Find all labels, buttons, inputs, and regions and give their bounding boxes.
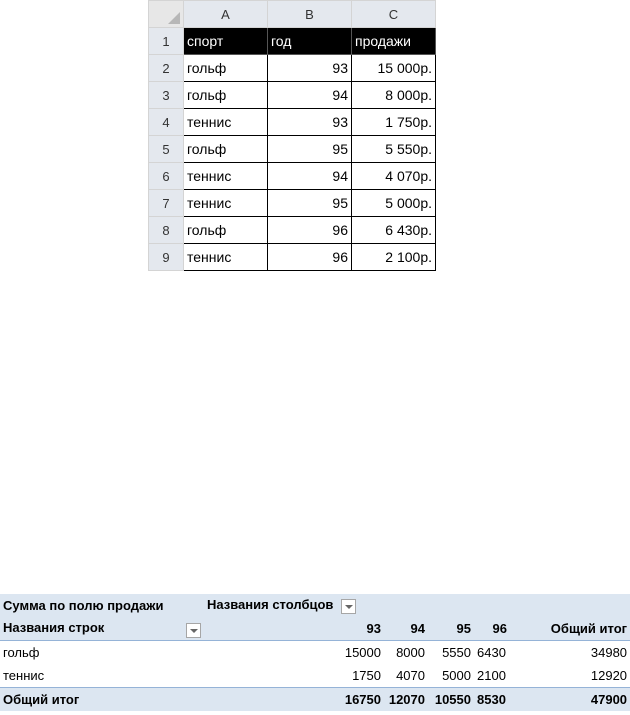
row-header[interactable]: 2 — [149, 55, 184, 82]
pivot-row-label[interactable]: гольф — [3, 645, 40, 660]
pivot-total-cell[interactable]: 10550 — [428, 688, 474, 712]
cell-year[interactable]: 94 — [268, 82, 352, 109]
pivot-row-label[interactable]: теннис — [3, 668, 45, 683]
pivot-grand-total-value[interactable]: 47900 — [510, 688, 630, 712]
pivot-total-cell[interactable]: 12070 — [384, 688, 428, 712]
column-labels-text: Названия столбцов — [207, 597, 334, 613]
pivot-year-header[interactable]: 96 — [474, 617, 510, 641]
pivot-year-header[interactable]: 93 — [204, 617, 384, 641]
cell-year[interactable]: 95 — [268, 190, 352, 217]
cell-sport[interactable]: теннис — [184, 190, 268, 217]
cell-sales[interactable]: 15 000р. — [352, 55, 436, 82]
pivot-value-cell[interactable]: 5000 — [442, 668, 471, 683]
pivot-value-cell[interactable]: 2100 — [477, 668, 506, 683]
pivot-table — [0, 594, 630, 711]
cell-year[interactable]: 95 — [268, 136, 352, 163]
pivot-total-label[interactable]: Общий итог — [0, 688, 204, 712]
cell-sport[interactable]: гольф — [184, 217, 268, 244]
cell-sport[interactable]: теннис — [184, 109, 268, 136]
row-header[interactable]: 4 — [149, 109, 184, 136]
spreadsheet-grid — [148, 0, 436, 271]
cell-sales[interactable]: 8 000р. — [352, 82, 436, 109]
pivot-row-total[interactable]: 34980 — [590, 645, 628, 660]
pivot-value-cell[interactable]: 8000 — [396, 645, 425, 660]
pivot-grand-total-row — [0, 688, 630, 712]
column-header-c[interactable]: C — [352, 1, 436, 28]
pivot-value-cell[interactable]: 4070 — [396, 668, 425, 683]
row-header[interactable]: 6 — [149, 163, 184, 190]
header-cell-sales[interactable]: продажи — [352, 28, 436, 55]
select-all-corner[interactable] — [149, 1, 184, 28]
row-header[interactable]: 8 — [149, 217, 184, 244]
pivot-year-header[interactable]: 94 — [384, 617, 428, 641]
pivot-row-golf — [0, 641, 630, 665]
header-cell-year[interactable]: год — [268, 28, 352, 55]
row-labels-text: Названия строк — [3, 619, 105, 635]
pivot-value-field-label[interactable]: Сумма по полю продажи — [3, 598, 164, 613]
pivot-row-labels[interactable] — [0, 617, 204, 641]
pivot-row-total[interactable]: 12920 — [590, 668, 628, 683]
row-header[interactable]: 9 — [149, 244, 184, 271]
cell-year[interactable]: 96 — [268, 217, 352, 244]
cell-sport[interactable]: гольф — [184, 55, 268, 82]
pivot-total-cell[interactable]: 16750 — [204, 688, 384, 712]
cell-sport[interactable]: гольф — [184, 82, 268, 109]
cell-sport[interactable]: теннис — [184, 163, 268, 190]
row-filter-dropdown-icon[interactable] — [186, 623, 201, 638]
row-header[interactable]: 3 — [149, 82, 184, 109]
cell-year[interactable]: 93 — [268, 109, 352, 136]
column-header-a[interactable]: A — [184, 1, 268, 28]
row-header[interactable]: 5 — [149, 136, 184, 163]
pivot-row-tennis — [0, 664, 630, 688]
column-header-b[interactable]: B — [268, 1, 352, 28]
cell-sport[interactable]: гольф — [184, 136, 268, 163]
pivot-value-cell[interactable]: 1750 — [352, 668, 381, 683]
pivot-grand-total-header[interactable]: Общий итог — [510, 617, 630, 641]
row-header[interactable]: 7 — [149, 190, 184, 217]
cell-year[interactable]: 94 — [268, 163, 352, 190]
pivot-total-cell[interactable]: 8530 — [474, 688, 510, 712]
cell-year[interactable]: 96 — [268, 244, 352, 271]
cell-sales[interactable]: 6 430р. — [352, 217, 436, 244]
cell-sport[interactable]: теннис — [184, 244, 268, 271]
pivot-year-header[interactable]: 95 — [428, 617, 474, 641]
column-filter-dropdown-icon[interactable] — [341, 599, 356, 614]
cell-sales[interactable]: 1 750р. — [352, 109, 436, 136]
cell-sales[interactable]: 2 100р. — [352, 244, 436, 271]
cell-sales[interactable]: 5 550р. — [352, 136, 436, 163]
pivot-value-cell[interactable]: 6430 — [477, 645, 506, 660]
cell-sales[interactable]: 4 070р. — [352, 163, 436, 190]
header-cell-sport[interactable]: спорт — [184, 28, 268, 55]
row-header[interactable]: 1 — [149, 28, 184, 55]
pivot-column-labels[interactable] — [204, 594, 630, 617]
cell-year[interactable]: 93 — [268, 55, 352, 82]
pivot-value-cell[interactable]: 5550 — [442, 645, 471, 660]
cell-sales[interactable]: 5 000р. — [352, 190, 436, 217]
pivot-value-cell[interactable]: 15000 — [344, 645, 381, 660]
